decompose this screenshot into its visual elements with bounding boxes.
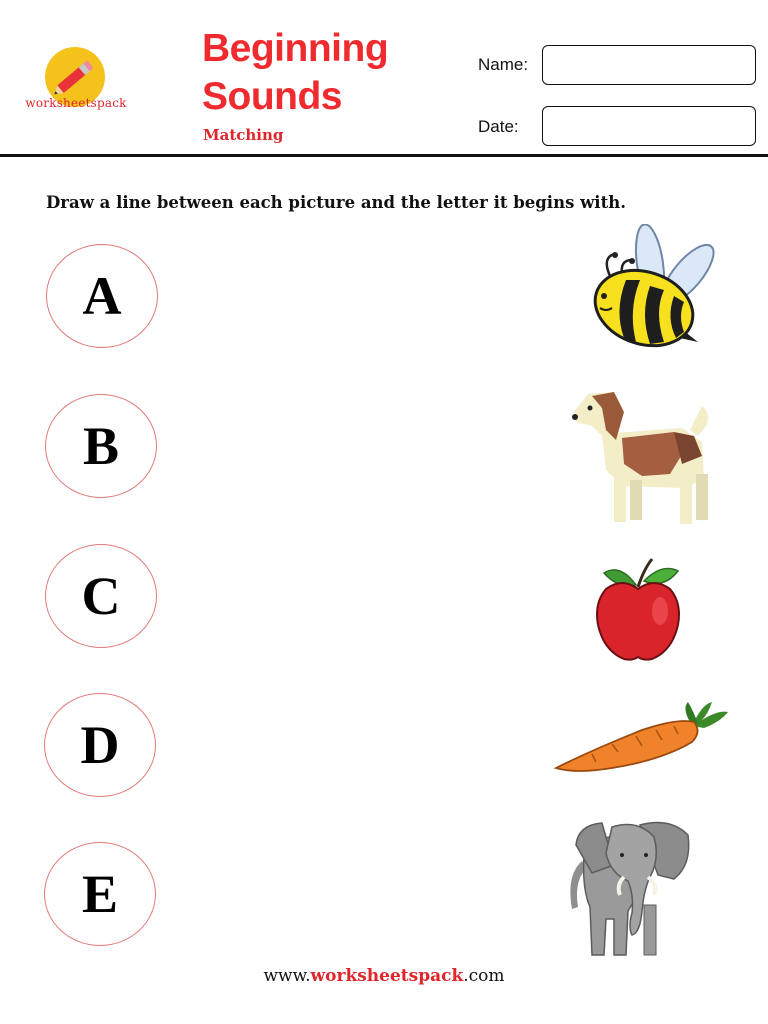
date-field[interactable]: [542, 106, 756, 146]
letter-circle-e[interactable]: [44, 842, 156, 946]
dog-icon[interactable]: [562, 384, 720, 528]
carrot-icon[interactable]: [552, 700, 730, 776]
elephant-icon[interactable]: [562, 815, 694, 961]
brand-name: worksheetspack: [25, 96, 127, 110]
letter-circle-d[interactable]: [44, 693, 156, 797]
letter-a: A: [82, 266, 122, 326]
page-title-line1: Beginning: [202, 27, 389, 70]
letter-circle-b[interactable]: [45, 394, 157, 498]
bee-icon[interactable]: [580, 224, 722, 356]
letter-d: D: [80, 715, 120, 775]
letter-b: B: [82, 416, 120, 476]
letter-e: E: [81, 864, 119, 924]
header-divider: [0, 154, 768, 157]
date-label: Date:: [478, 117, 519, 136]
apple-icon[interactable]: [592, 555, 684, 665]
name-label: Name:: [478, 55, 529, 74]
footer-prefix: www.: [263, 966, 311, 986]
footer-website: [0, 966, 768, 986]
instruction-text: Draw a line between each picture and the letter it begins with.: [46, 193, 626, 212]
letter-circle-c[interactable]: [45, 544, 157, 648]
page-title-line2: Sounds: [202, 75, 342, 118]
footer-domain: worksheetspack: [310, 966, 464, 986]
page-subtitle: Matching: [203, 126, 284, 144]
letter-circle-a[interactable]: [46, 244, 158, 348]
footer-suffix: .com: [463, 966, 505, 986]
name-field[interactable]: [542, 45, 756, 85]
letter-c: C: [81, 566, 121, 626]
